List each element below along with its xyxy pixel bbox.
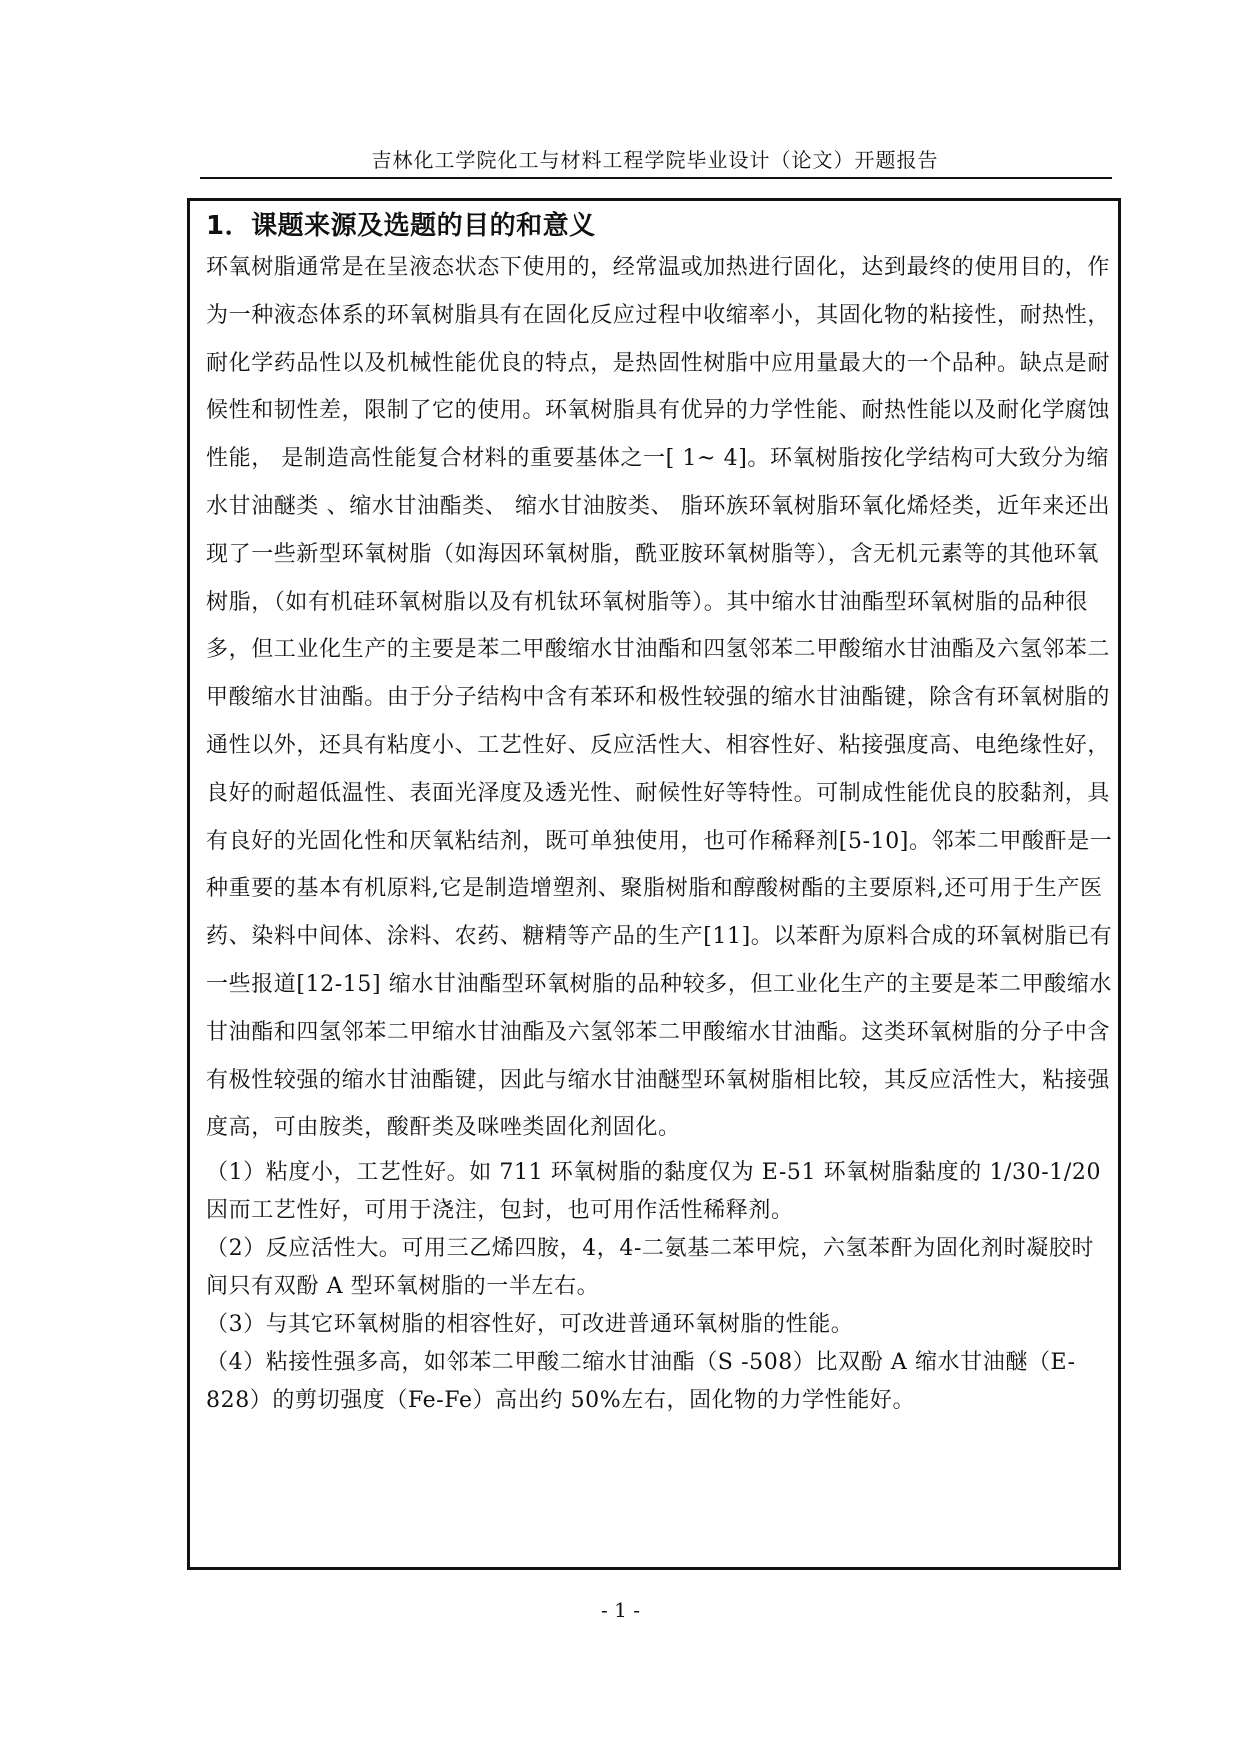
section-heading: 1．课题来源及选题的目的和意义 [206, 211, 596, 241]
frame-content [206, 208, 1116, 1420]
list-item: （4）粘接性强多高，如邻苯二甲酸二缩水甘油酯（S -508）比双酚 A 缩水甘油醚（E-828）的剪切强度（Fe-Fe）高出约 50%左右，固化物的力学性能好。 [206, 1350, 1076, 1414]
list-item: （3）与其它环氧树脂的相容性好，可改进普通环氧树脂的性能。 [206, 1312, 854, 1338]
running-header: 吉林化工学院化工与材料工程学院毕业设计（论文）开题报告 [371, 148, 939, 172]
property-list [206, 1154, 1116, 1420]
body-paragraph: 环氧树脂通常是在呈液态状态下使用的，经常温或加热进行固化，达到最终的使用目的，作为一种液态体系的环氧树脂具有在固化反应过程中收缩率小，其固化物的粘接性，耐热性，耐化学药品性以及机械性能优良的特点，是热固性树脂中应用量最大的一个品种。缺点是耐候性和韧性差，限制了它的使用。环氧树脂具有优异的力学性能、耐热性能以及耐化学腐蚀性能， 是制造高性能复合材料的重要基体之一[ 1~ 4]。环氧树脂按化学结构可大致分为缩水甘油醚类 、缩水甘油酯类、 缩水甘油胺类、 脂环族环氧树脂环氧化烯烃类，近年来还出现了一些新型环氧树脂（如海因环氧树脂，酰亚胺环氧树脂等），含无机元素等的其他环氧树脂，（如有机硅环氧树脂以及有机钛环氧树脂等）。其中缩水甘油酯型环氧树脂的品种很多，但工业化生产的主要是苯二甲酸缩水甘油酯和四氢邻苯二甲酸缩水甘油酯及六氢邻苯二甲酸缩水甘油酯。由于分子结构中含有苯环和极性较强的缩水甘油酯键，除含有环氧树脂的通性以外，还具有粘度小、工艺性好、反应活性大、相容性好、粘接强度高、电绝缘性好，良好的耐超低温性、表面光泽度及透光性、耐候性好等特性。可制成性能优良的胶黏剂，具有良好的光固化性和厌氧粘结剂，既可单独使用，也可作稀释剂[5-10]。邻苯二甲酸酐是一种重要的基本有机原料,它是制造增塑剂、聚脂树脂和醇酸树酯的主要原料,还可用于生产医药、染料中间体、涂料、农药、糖精等产品的生产[11]。以苯酐为原料合成的环氧树脂已有一些报道[12-15] 缩水甘油酯型环氧树脂的品种较多，但工业化生产的主要是苯二甲酸缩水甘油酯和四氢邻苯二甲缩水甘油酯及六氢邻苯二甲酸缩水甘油酯。这类环氧树脂的分子中含有极性较强的缩水甘油酯键，因此与缩水甘油醚型环氧树脂相比较，其反应活性大，粘接强度高，可由胺类，酸酐类及咪唑类固化剂固化。 [206, 255, 1113, 1141]
header-rule [200, 177, 1112, 179]
list-item: （2）反应活性大。可用三乙烯四胺，4，4-二氨基二苯甲烷，六氢苯酐为固化剂时凝胶时间只有双酚 A 型环氧树脂的一半左右。 [206, 1236, 1095, 1300]
page-number: - 1 - [601, 1598, 640, 1622]
list-item: （1）粘度小，工艺性好。如 711 环氧树脂的黏度仅为 E-51 环氧树脂黏度的 1/30-1/20 因而工艺性好，可用于浇注，包封，也可用作活性稀释剂。 [206, 1160, 1102, 1224]
